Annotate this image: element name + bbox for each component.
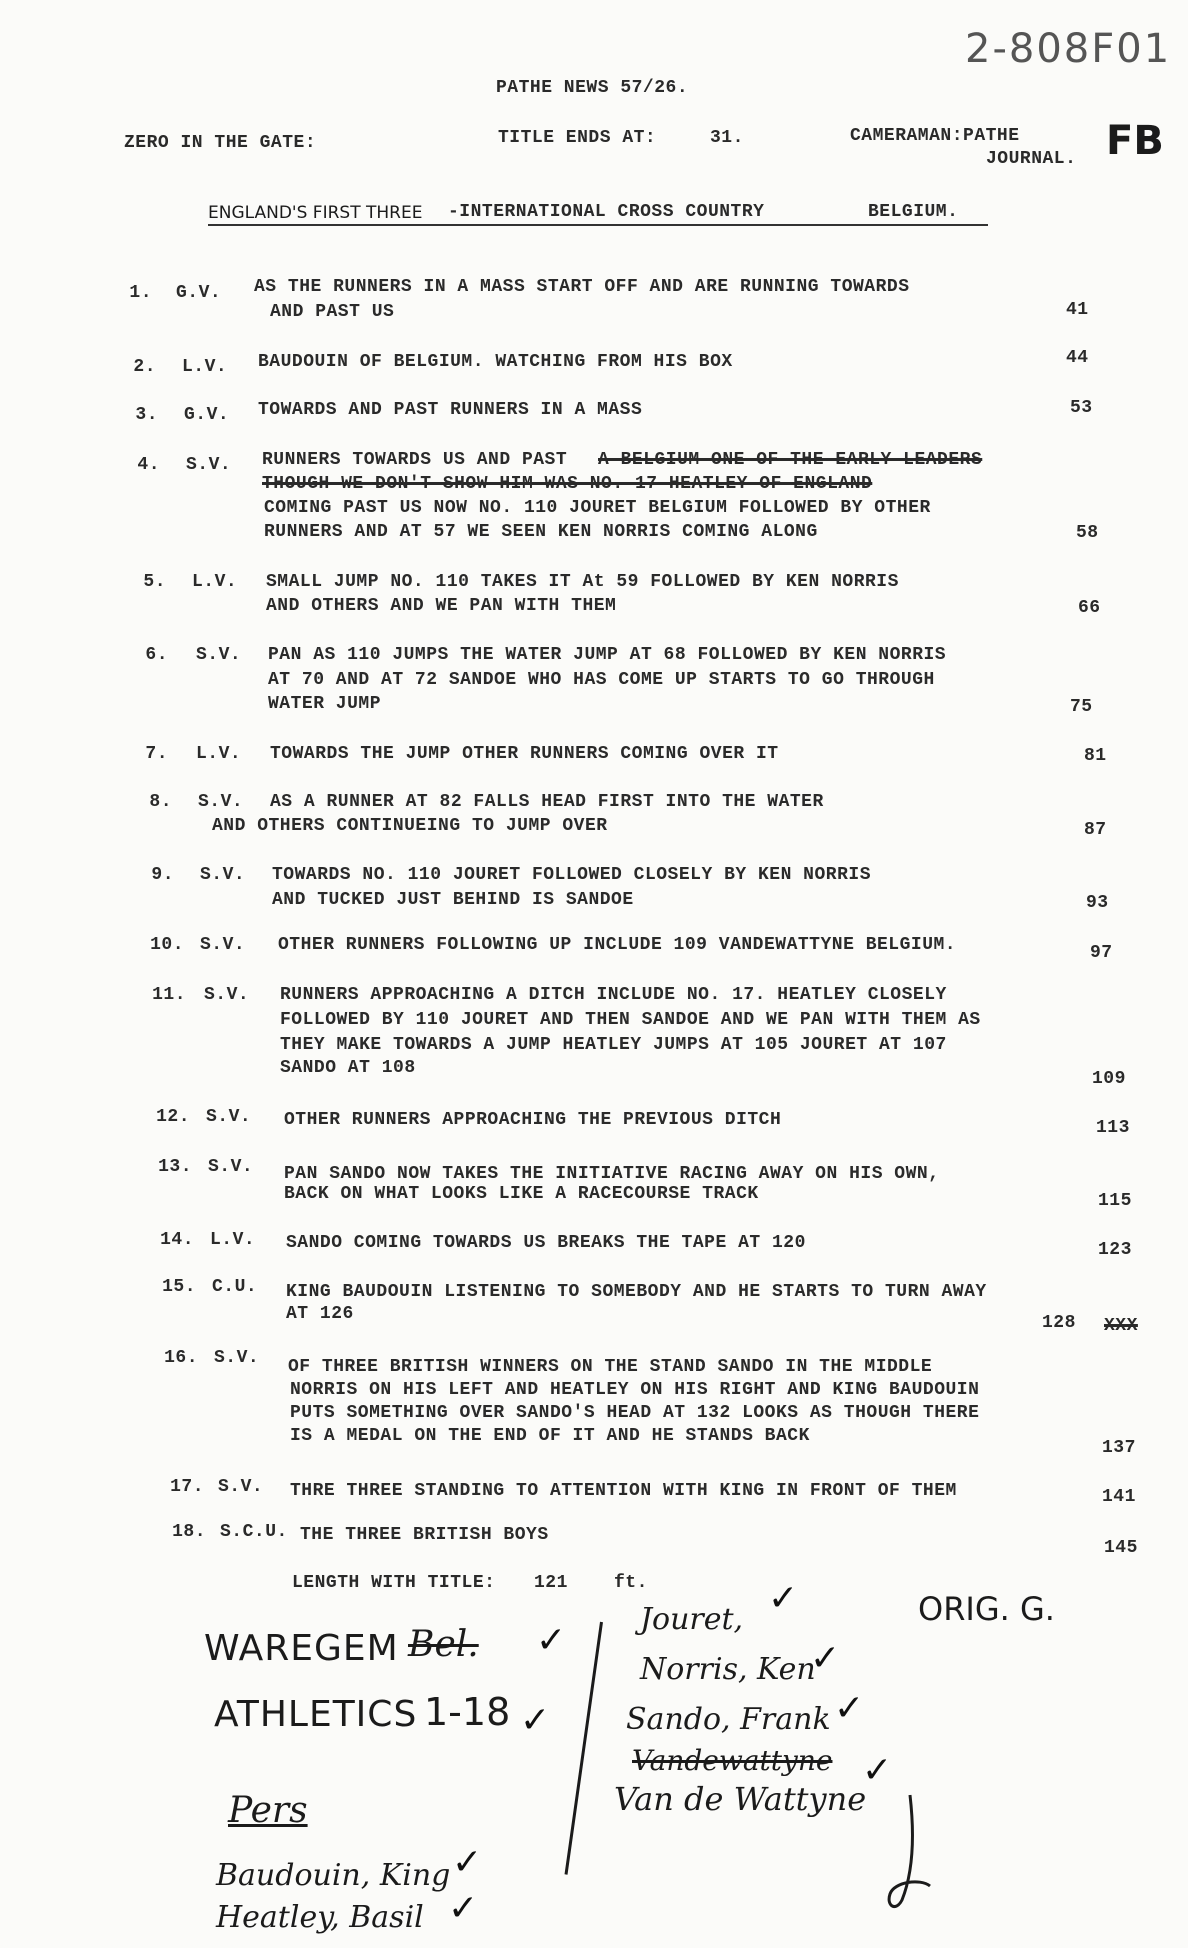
shot-number: 13. [158,1157,192,1177]
checkmark-icon: ✓ [810,1638,841,1679]
checkmark-icon: ✓ [768,1578,799,1619]
shot-number: 15. [162,1277,196,1297]
shot-footage: 81 [1084,746,1107,766]
shot-description: FOLLOWED BY 110 JOURET AND THEN SANDOE AND WE PAN WITH THEM AS [280,1010,981,1030]
shot-type: S.V. [218,1477,264,1497]
shot-type: G.V. [184,405,230,425]
shot-description: PAN SANDO NOW TAKES THE INITIATIVE RACING AWAY ON HIS OWN, [284,1164,940,1184]
checkmark-icon: ✓ [452,1842,483,1883]
shot-description: BAUDOUIN OF BELGIUM. WATCHING FROM HIS BOX [258,352,733,372]
struck-person-name: Vandewattyne [632,1744,833,1777]
checkmark-icon: ✓ [520,1700,551,1741]
shot-description: KING BAUDOUIN LISTENING TO SOMEBODY AND HE STARTS TO TURN AWAY [286,1282,987,1302]
shot-type: L.V. [192,572,238,592]
document-title: PATHE NEWS 57/26. [496,78,689,98]
title-underline [208,224,988,226]
shot-type: S.V. [214,1348,260,1368]
shot-type: C.U. [212,1277,258,1297]
shot-footage: 41 [1066,300,1089,320]
shot-type: S.V. [200,935,246,955]
shot-number: 9. [151,865,174,885]
shot-footage: 44 [1066,348,1089,368]
shot-footage: 53 [1070,398,1093,418]
shot-description: BACK ON WHAT LOOKS LIKE A RACECOURSE TRACK [284,1184,759,1204]
shot-number: 17. [170,1477,204,1497]
checkmark-icon: ✓ [862,1750,893,1791]
shot-description: TOWARDS AND PAST RUNNERS IN A MASS [258,400,643,420]
shot-type: S.V. [204,985,250,1005]
length-unit: ft. [614,1573,648,1593]
shot-footage: 113 [1096,1118,1130,1138]
shot-description: TOWARDS THE JUMP OTHER RUNNERS COMING OVER IT [270,744,779,764]
shot-description: AT 70 AND AT 72 SANDOE WHO HAS COME UP STARTS TO GO THROUGH [268,670,935,690]
persons-heading: Pers [228,1790,308,1831]
orig-note: ORIG. G. [918,1590,1055,1628]
story-title-handwritten: ENGLAND'S FIRST THREE [208,203,423,223]
struck-out-text: A BELGIUM ONE OF THE EARLY LEADERS [598,450,983,470]
shot-description: NORRIS ON HIS LEFT AND HEATLEY ON HIS RIGHT AND KING BAUDOUIN [290,1380,980,1400]
length-label: LENGTH WITH TITLE: [292,1573,496,1593]
shot-description: THRE THREE STANDING TO ATTENTION WITH KING IN FRONT OF THEM [290,1481,957,1501]
shot-number: 3. [135,405,158,425]
shot-type: S.V. [206,1107,252,1127]
title-ends-label: TITLE ENDS AT: [498,128,657,148]
shot-description: OTHER RUNNERS FOLLOWING UP INCLUDE 109 VANDEWATTYNE BELGIUM. [278,935,957,955]
shot-description: AS THE RUNNERS IN A MASS START OFF AND ARE RUNNING TOWARDS [254,277,910,297]
shot-type: S.C.U. [220,1522,288,1542]
person-name: Jouret, [640,1602,744,1637]
shot-footage: 97 [1090,943,1113,963]
shot-description: AT 126 [286,1304,354,1324]
shot-number: 4. [137,455,160,475]
shot-footage: 66 [1078,598,1101,618]
shot-number: 18. [172,1522,206,1542]
story-title-country: BELGIUM. [868,202,959,222]
shot-number: 14. [160,1230,194,1250]
cameraman-label: CAMERAMAN:PATHE [850,126,1020,146]
handwritten-divider [565,1622,603,1875]
shot-description: TOWARDS NO. 110 JOURET FOLLOWED CLOSELY BY KEN NORRIS [272,865,871,885]
shot-type: S.V. [198,792,244,812]
shot-number: 1. [129,283,152,303]
person-name: Norris, Ken [640,1652,816,1687]
shot-type: S.V. [200,865,246,885]
title-ends-value: 31. [710,128,744,148]
shot-description: OTHER RUNNERS APPROACHING THE PREVIOUS DITCH [284,1110,782,1130]
shot-description: SMALL JUMP NO. 110 TAKES IT At 59 FOLLOWED BY KEN NORRIS [266,572,899,592]
checkmark-icon: ✓ [536,1620,567,1661]
shot-type: L.V. [196,744,242,764]
shot-footage: 128 [1042,1313,1076,1333]
shot-type: L.V. [210,1230,256,1250]
reference-number: 2-808F01 [965,26,1172,72]
shot-description: PUTS SOMETHING OVER SANDO'S HEAD AT 132 LOOKS AS THOUGH THERE [290,1403,980,1423]
checkmark-icon: ✓ [834,1688,865,1729]
shot-type: S.V. [196,645,242,665]
person-name: Van de Wattyne [614,1780,867,1818]
shot-description: AS A RUNNER AT 82 FALLS HEAD FIRST INTO THE WATER [270,792,824,812]
shot-description: SANDO COMING TOWARDS US BREAKS THE TAPE AT 120 [286,1233,806,1253]
shot-description: AND TUCKED JUST BEHIND IS SANDOE [272,890,634,910]
shot-description: WATER JUMP [268,694,382,714]
shot-description: THE THREE BRITISH BOYS [300,1525,549,1545]
shot-description: COMING PAST US NOW NO. 110 JOURET BELGIUM FOLLOWED BY OTHER [264,498,931,518]
shot-description: RUNNERS AND AT 57 WE SEEN KEN NORRIS COMING ALONG [264,522,818,542]
zero-in-gate-label: ZERO IN THE GATE: [124,133,317,153]
initials-handwritten: FB [1106,118,1164,164]
shot-footage: 93 [1086,893,1109,913]
shot-description: OF THREE BRITISH WINNERS ON THE STAND SANDO IN THE MIDDLE [288,1357,933,1377]
person-name: Heatley, Basil [216,1900,424,1935]
shot-description: IS A MEDAL ON THE END OF IT AND HE STANDS BACK [290,1426,810,1446]
person-name: Baudouin, King [216,1858,451,1893]
location-handwritten: WAREGEM [204,1628,399,1669]
struck-out-text: THOUGH WE DON'T SHOW HIM WAS NO. 17 HEATLEY OF ENGLAND [262,474,873,494]
shot-number: 2. [133,357,156,377]
shot-type: G.V. [176,283,222,303]
shot-description: PAN AS 110 JUMPS THE WATER JUMP AT 68 FOLLOWED BY KEN NORRIS [268,645,947,665]
shot-number: 5. [143,572,166,592]
signature-icon [880,1790,940,1920]
person-name: Sando, Frank [626,1702,831,1737]
shot-number: 6. [145,645,168,665]
shot-description: RUNNERS TOWARDS US AND PAST [262,450,568,470]
subject-code: 1-18 [424,1690,511,1734]
shot-type: L.V. [182,357,228,377]
shot-description: AND PAST US [270,302,395,322]
shot-footage: 145 [1104,1538,1138,1558]
shot-number: 10. [150,935,184,955]
shot-footage: 87 [1084,820,1107,840]
struck-location: Bel. [408,1624,479,1665]
shot-description: SANDO AT 108 [280,1058,416,1078]
shot-number: 7. [145,744,168,764]
length-value: 121 [534,1573,568,1593]
shot-number: 8. [149,792,172,812]
subject-handwritten: ATHLETICS [214,1694,418,1735]
shot-footage: 141 [1102,1487,1136,1507]
shot-footage: 58 [1076,523,1099,543]
cameraman-value: JOURNAL. [986,149,1077,169]
shot-number: 12. [156,1107,190,1127]
shot-type: S.V. [208,1157,254,1177]
shot-description: AND OTHERS AND WE PAN WITH THEM [266,596,617,616]
shot-description: RUNNERS APPROACHING A DITCH INCLUDE NO. 17. HEATLEY CLOSELY [280,985,947,1005]
shot-footage: 115 [1098,1191,1132,1211]
shot-number: 11. [152,985,186,1005]
shot-footage: 109 [1092,1069,1126,1089]
shot-footage: 123 [1098,1240,1132,1260]
struck-out-note: XXX [1104,1316,1138,1336]
shot-description: THEY MAKE TOWARDS A JUMP HEATLEY JUMPS AT 105 JOURET AT 107 [280,1035,947,1055]
shot-footage: 137 [1102,1438,1136,1458]
shot-footage: 75 [1070,697,1093,717]
shot-type: S.V. [186,455,232,475]
shot-description: AND OTHERS CONTINUEING TO JUMP OVER [212,816,608,836]
checkmark-icon: ✓ [448,1888,479,1929]
shot-number: 16. [164,1348,198,1368]
story-title-typed: -INTERNATIONAL CROSS COUNTRY [448,202,765,222]
